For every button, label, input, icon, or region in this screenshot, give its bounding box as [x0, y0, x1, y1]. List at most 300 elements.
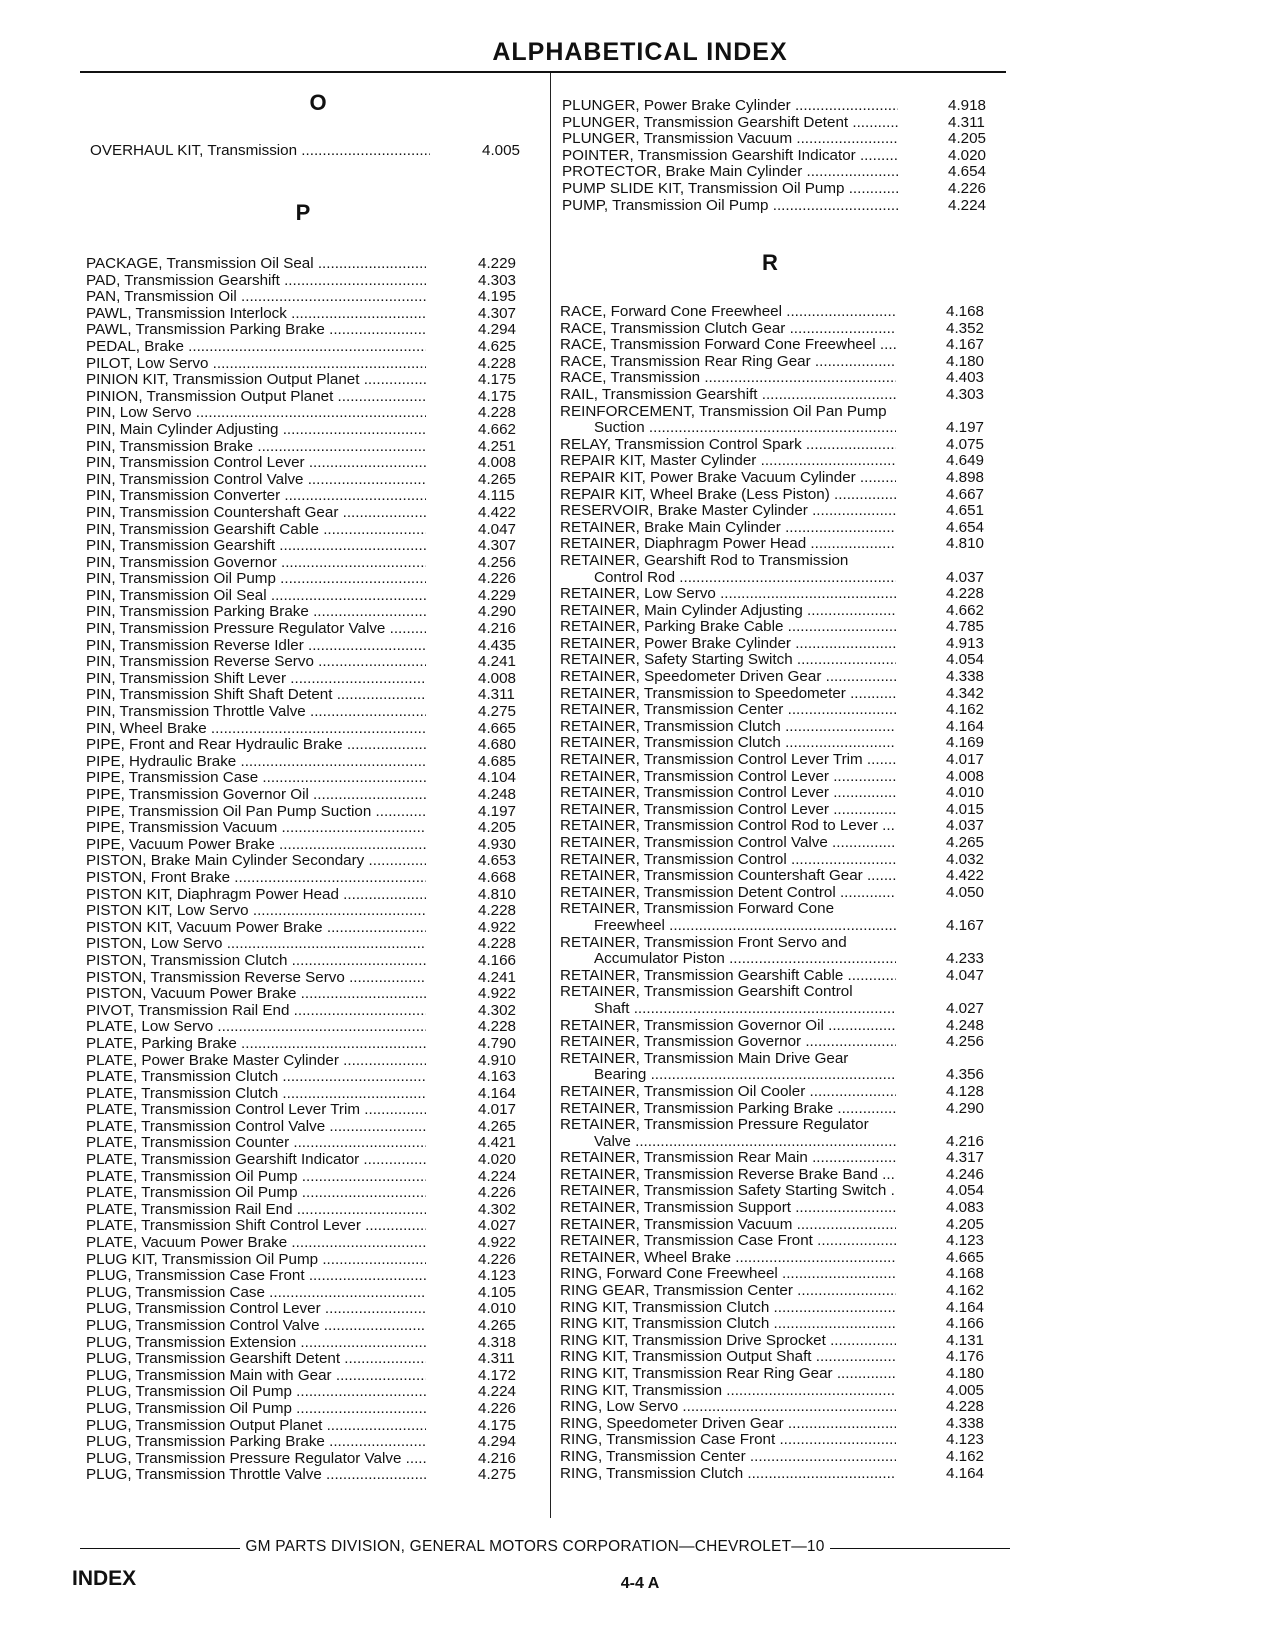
index-entry	[86, 1368, 532, 1385]
index-entry	[560, 619, 1006, 636]
index-entry	[86, 687, 532, 704]
entry-page: 4.162	[946, 701, 985, 719]
entry-page: 4.625	[478, 337, 517, 355]
index-entry	[560, 935, 1006, 968]
index-entry	[86, 571, 532, 588]
index-entry	[86, 1185, 532, 1202]
entry-name: PLUG, Transmission Main with Gear .....	[86, 1368, 426, 1385]
entry-name: PROTECTOR, Brake Main Cylinder .....	[562, 164, 898, 181]
index-entry	[560, 1034, 1006, 1051]
entry-name: PLUG, Transmission Throttle Valve .....	[86, 1467, 426, 1484]
index-entry	[562, 164, 1008, 181]
section-letter-p: P	[295, 200, 311, 225]
entry-name: PIN, Transmission Oil Seal .....	[86, 588, 426, 605]
entry-page: 4.665	[478, 719, 517, 737]
entry-name: RETAINER, Safety Starting Switch .....	[560, 652, 896, 669]
entry-name: PLUG, Transmission Case .....	[86, 1285, 426, 1302]
entry-page: 4.275	[478, 1466, 517, 1484]
index-entry	[562, 98, 1008, 115]
entry-name: RACE, Transmission .....	[560, 370, 896, 387]
entry-page: 4.010	[946, 784, 985, 802]
entry-name: RETAINER, Transmission Control Lever .....	[560, 785, 896, 802]
index-entry	[86, 1019, 532, 1036]
entry-page: 4.175	[478, 1416, 517, 1434]
entry-name: RETAINER, Transmission Vacuum .....	[560, 1217, 896, 1234]
index-entry	[86, 472, 532, 489]
index-entry	[86, 322, 532, 339]
entry-page: 4.037	[946, 568, 985, 586]
entry-page: 4.228	[946, 1398, 985, 1416]
index-entry	[560, 852, 1006, 869]
index-entry	[86, 1202, 532, 1219]
entry-page: 4.918	[948, 97, 987, 114]
index-entry	[86, 339, 532, 356]
index-entry	[86, 1418, 532, 1435]
section-letter-r: R	[762, 250, 778, 275]
entry-page: 4.654	[948, 163, 987, 181]
index-entry	[560, 321, 1006, 338]
entry-name: RING KIT, Transmission Output Shaft .....	[560, 1349, 896, 1366]
index-entry	[560, 1283, 1006, 1300]
entry-page: 4.265	[478, 1317, 517, 1334]
entry-name: RETAINER, Low Servo .....	[560, 586, 896, 603]
entry-page: 4.027	[946, 999, 985, 1017]
entry-page: 4.123	[946, 1431, 985, 1449]
entry-name: PLATE, Transmission Counter .....	[86, 1135, 426, 1152]
index-entry	[560, 337, 1006, 354]
index-entry	[86, 356, 532, 373]
entry-name: PUMP, Transmission Oil Pump .....	[562, 198, 898, 215]
entry-page: 4.667	[946, 485, 985, 503]
index-entry	[86, 721, 532, 738]
entry-page: 4.075	[946, 435, 985, 453]
entry-name: RETAINER, Transmission Governor Oil .....	[560, 1018, 896, 1035]
entry-page: 4.167	[946, 916, 985, 934]
entry-page: 4.251	[478, 437, 517, 455]
entry-page: 4.810	[946, 535, 985, 553]
entry-name: PLUNGER, Transmission Gearshift Detent .....	[562, 115, 898, 132]
index-entry	[86, 422, 532, 439]
entry-name: PLATE, Transmission Clutch .....	[86, 1086, 426, 1103]
entry-name: PISTON KIT, Low Servo .....	[86, 903, 426, 920]
entry-page: 4.338	[946, 1414, 985, 1432]
entry-page: 4.422	[478, 503, 517, 521]
index-entry	[86, 488, 532, 505]
index-entry	[560, 370, 1006, 387]
index-entry	[560, 735, 1006, 752]
title-rule	[80, 71, 1006, 73]
entry-name: PLUG, Transmission Parking Brake .....	[86, 1434, 426, 1451]
index-entry	[86, 1003, 532, 1020]
entry-page: 4.307	[478, 537, 517, 555]
entry-page: 4.294	[478, 1433, 517, 1451]
entry-page: 4.680	[478, 736, 517, 754]
entry-name: Suction .....	[560, 420, 896, 437]
entry-name: PIN, Transmission Control Valve .....	[86, 472, 426, 489]
entry-page: 4.302	[478, 1001, 517, 1019]
entry-name: PLATE, Transmission Control Valve .....	[86, 1119, 426, 1136]
index-entry	[86, 1235, 532, 1252]
entry-name: RING, Low Servo .....	[560, 1399, 896, 1416]
entry-page: 4.233	[946, 950, 985, 968]
entry-name: PLATE, Transmission Control Lever Trim .....	[86, 1102, 426, 1119]
entry-name: PLUNGER, Transmission Vacuum .....	[562, 131, 898, 148]
index-entry	[562, 131, 1008, 148]
index-entry	[560, 1316, 1006, 1333]
index-entry	[86, 704, 532, 721]
entry-name: PAWL, Transmission Parking Brake .....	[86, 322, 426, 339]
index-entry	[560, 586, 1006, 603]
entry-page: 4.047	[946, 966, 985, 984]
index-entry	[560, 652, 1006, 669]
entry-page: 4.352	[946, 319, 985, 337]
index-entry	[86, 389, 532, 406]
entry-page: 4.168	[946, 1265, 985, 1283]
index-entry	[560, 387, 1006, 404]
entry-page: 4.256	[478, 553, 517, 571]
entry-name: RACE, Transmission Forward Cone Freewheel .....	[560, 337, 896, 354]
entry-name: RETAINER, Main Cylinder Adjusting .....	[560, 603, 896, 620]
entry-name: PLUG, Transmission Output Planet .....	[86, 1418, 426, 1435]
index-entry	[560, 1250, 1006, 1267]
entry-page: 4.228	[478, 935, 517, 953]
entry-name: PLUNGER, Power Brake Cylinder .....	[562, 98, 898, 115]
index-entry	[560, 1167, 1006, 1184]
entry-name: RING, Transmission Case Front .....	[560, 1432, 896, 1449]
entry-name: PISTON, Front Brake .....	[86, 870, 426, 887]
index-entry	[560, 304, 1006, 321]
entry-page: 4.662	[946, 601, 985, 619]
entry-name: RING, Forward Cone Freewheel .....	[560, 1266, 896, 1283]
entry-name: Accumulator Piston .....	[560, 951, 896, 968]
entry-name: PIN, Transmission Throttle Valve .....	[86, 704, 426, 721]
entry-name: REPAIR KIT, Master Cylinder .....	[560, 453, 896, 470]
index-entry	[86, 306, 532, 323]
index-entry	[86, 1401, 532, 1418]
entry-page: 4.054	[946, 1182, 985, 1200]
entry-name: RETAINER, Transmission Governor .....	[560, 1034, 896, 1051]
entry-name: PIN, Transmission Pressure Regulator Valve .....	[86, 621, 426, 638]
index-entry	[560, 1217, 1006, 1234]
index-entry	[562, 181, 1008, 198]
entry-page: 4.175	[478, 371, 517, 389]
entry-name: PIPE, Vacuum Power Brake .....	[86, 837, 426, 854]
index-entry	[86, 439, 532, 456]
index-entry	[86, 588, 532, 605]
index-entry	[86, 770, 532, 787]
entry-page: 4.054	[946, 651, 985, 669]
index-entry	[86, 903, 532, 920]
entry-page: 4.168	[946, 303, 985, 320]
entry-page: 4.197	[946, 419, 985, 437]
entry-name: PIN, Transmission Shift Shaft Detent .....	[86, 687, 426, 704]
entry-name: RACE, Transmission Clutch Gear .....	[560, 321, 896, 338]
index-entry	[560, 1051, 1006, 1084]
entry-page: 4.228	[478, 1018, 517, 1036]
index-entry	[560, 802, 1006, 819]
entry-name: RETAINER, Power Brake Cylinder .....	[560, 636, 896, 653]
entry-page: 4.164	[946, 1464, 985, 1482]
index-entry	[560, 769, 1006, 786]
index-entry	[86, 538, 532, 555]
entry-name: PISTON, Transmission Reverse Servo .....	[86, 970, 426, 987]
entry-name: PLATE, Transmission Gearshift Indicator .....	[86, 1152, 426, 1169]
entry-name: RING, Transmission Clutch .....	[560, 1466, 896, 1483]
index-entry	[86, 737, 532, 754]
entry-name: PIPE, Front and Rear Hydraulic Brake .....	[86, 737, 426, 754]
index-entry	[86, 405, 532, 422]
entry-page: 4.166	[946, 1315, 985, 1333]
entry-page: 4.435	[478, 636, 517, 654]
entry-name: PIN, Transmission Gearshift Cable .....	[86, 522, 426, 539]
entry-name: PLATE, Parking Brake .....	[86, 1036, 426, 1053]
entry-name: PIN, Transmission Reverse Servo .....	[86, 654, 426, 671]
index-entry	[560, 984, 1006, 1017]
index-column-o	[90, 143, 530, 160]
entry-name: RETAINER, Transmission Control Lever .....	[560, 802, 896, 819]
entry-page: 4.226	[478, 1184, 517, 1202]
index-entry	[560, 686, 1006, 703]
entry-page: 4.922	[478, 918, 517, 936]
entry-page: 4.228	[478, 902, 517, 920]
entry-page: 4.342	[946, 684, 985, 702]
entry-name: RELAY, Transmission Control Spark .....	[560, 437, 896, 454]
entry-page: 4.265	[478, 470, 517, 488]
index-entry	[560, 885, 1006, 902]
index-entry	[86, 787, 532, 804]
entry-name: RETAINER, Transmission Control Rod to Lever .....	[560, 818, 896, 835]
index-entry	[86, 870, 532, 887]
entry-page: 4.195	[478, 288, 517, 306]
index-entry	[86, 1119, 532, 1136]
index-entry	[86, 953, 532, 970]
entry-name: RETAINER, Transmission Rear Main .....	[560, 1150, 896, 1167]
entry-page: 4.910	[478, 1051, 517, 1069]
entry-name: RETAINER, Transmission Center .....	[560, 702, 896, 719]
index-entry	[560, 404, 1006, 437]
entry-name: PIN, Transmission Parking Brake .....	[86, 604, 426, 621]
entry-page: 4.338	[946, 668, 985, 686]
page-title: ALPHABETICAL INDEX	[492, 38, 788, 66]
entry-name: Freewheel .....	[560, 918, 896, 935]
entry-page: 4.311	[948, 113, 985, 131]
entry-name: PLATE, Transmission Oil Pump .....	[86, 1169, 426, 1186]
entry-page: 4.163	[478, 1068, 517, 1086]
entry-name: PISTON, Transmission Clutch .....	[86, 953, 426, 970]
entry-name: RETAINER, Parking Brake Cable .....	[560, 619, 896, 636]
index-entry	[86, 804, 532, 821]
entry-name: PIN, Transmission Countershaft Gear .....	[86, 505, 426, 522]
entry-name: PLATE, Transmission Clutch .....	[86, 1069, 426, 1086]
entry-page: 4.180	[946, 352, 985, 370]
entry-page: 4.785	[946, 618, 985, 636]
index-entry	[86, 837, 532, 854]
index-entry	[560, 1018, 1006, 1035]
entry-name-line: RETAINER, Transmission Front Servo and	[560, 933, 847, 951]
index-entry	[560, 835, 1006, 852]
entry-name: PIPE, Transmission Vacuum .....	[86, 820, 426, 837]
entry-name: RETAINER, Transmission Gearshift Cable .....	[560, 968, 896, 985]
entry-page: 4.162	[946, 1282, 985, 1300]
entry-page: 4.037	[946, 817, 985, 835]
entry-name: RACE, Forward Cone Freewheel .....	[560, 304, 896, 321]
index-entry	[86, 920, 532, 937]
index-entry	[86, 256, 532, 273]
entry-page: 4.027	[478, 1217, 517, 1235]
entry-page: 4.241	[478, 653, 517, 671]
entry-page: 4.668	[478, 868, 517, 886]
entry-name: RING, Speedometer Driven Gear .....	[560, 1416, 896, 1433]
index-entry	[560, 1233, 1006, 1250]
entry-page: 4.226	[948, 179, 987, 197]
entry-page: 4.104	[478, 769, 517, 787]
entry-name: PIN, Transmission Brake .....	[86, 439, 426, 456]
index-entry	[560, 1449, 1006, 1466]
entry-page: 4.172	[478, 1366, 517, 1384]
entry-page: 4.303	[478, 271, 517, 289]
column-divider	[550, 73, 551, 1518]
entry-page: 4.224	[478, 1167, 517, 1185]
entry-name: PLATE, Vacuum Power Brake .....	[86, 1235, 426, 1252]
entry-name: OVERHAUL KIT, Transmission .....	[90, 143, 430, 160]
entry-page: 4.123	[478, 1267, 517, 1285]
entry-page: 4.651	[946, 502, 985, 520]
index-column-p-continued	[562, 98, 1008, 214]
entry-name: PLUG, Transmission Pressure Regulator Valve .....	[86, 1451, 426, 1468]
index-entry	[86, 1268, 532, 1285]
entry-name-line: RETAINER, Gearshift Rod to Transmission	[560, 551, 849, 569]
entry-name: PIN, Low Servo .....	[86, 405, 426, 422]
entry-name: PIN, Transmission Control Lever .....	[86, 455, 426, 472]
index-entry	[560, 636, 1006, 653]
index-entry	[86, 1384, 532, 1401]
entry-name: RETAINER, Transmission Control Valve .....	[560, 835, 896, 852]
section-label: INDEX	[72, 1567, 137, 1590]
index-entry	[560, 1416, 1006, 1433]
entry-name: RETAINER, Transmission Oil Cooler .....	[560, 1084, 896, 1101]
entry-name: RETAINER, Transmission Control .....	[560, 852, 896, 869]
entry-page: 4.898	[946, 468, 985, 486]
entry-page: 4.224	[478, 1383, 517, 1401]
entry-page: 4.166	[478, 951, 517, 969]
index-entry	[86, 654, 532, 671]
entry-page: 4.922	[478, 1234, 517, 1252]
index-entry	[86, 887, 532, 904]
index-entry	[562, 148, 1008, 165]
entry-page: 4.010	[478, 1300, 517, 1318]
entry-page: 4.317	[946, 1149, 985, 1167]
entry-name-line: RETAINER, Transmission Gearshift Control	[560, 983, 853, 1001]
entry-page: 4.422	[946, 867, 985, 885]
entry-name: RETAINER, Transmission Control Lever Trim .....	[560, 752, 896, 769]
entry-name: RETAINER, Transmission Case Front .....	[560, 1233, 896, 1250]
entry-name: PACKAGE, Transmission Oil Seal .....	[86, 256, 426, 273]
entry-page: 4.205	[478, 819, 517, 837]
entry-page: 4.008	[478, 454, 517, 472]
entry-name: PISTON, Vacuum Power Brake .....	[86, 986, 426, 1003]
entry-page: 4.228	[478, 404, 517, 422]
entry-page: 4.241	[478, 968, 517, 986]
entry-page: 4.123	[946, 1232, 985, 1250]
entry-name: RETAINER, Transmission Detent Control .....	[560, 885, 896, 902]
index-entry	[560, 785, 1006, 802]
index-entry	[560, 1117, 1006, 1150]
entry-page: 4.290	[946, 1099, 985, 1117]
entry-page: 4.228	[946, 585, 985, 603]
entry-name: PLUG, Transmission Oil Pump .....	[86, 1384, 426, 1401]
entry-name: PAWL, Transmission Interlock .....	[86, 306, 426, 323]
entry-page: 4.790	[478, 1034, 517, 1052]
entry-page: 4.169	[946, 734, 985, 752]
entry-name: PIN, Transmission Shift Lever .....	[86, 671, 426, 688]
entry-name-line: REINFORCEMENT, Transmission Oil Pan Pump	[560, 402, 887, 420]
entry-name: REPAIR KIT, Power Brake Vacuum Cylinder .....	[560, 470, 896, 487]
entry-page: 4.005	[482, 142, 521, 159]
entry-page: 4.311	[478, 686, 515, 704]
index-entry	[560, 1432, 1006, 1449]
entry-name: PLATE, Transmission Shift Control Lever .....	[86, 1218, 426, 1235]
entry-page: 4.311	[478, 1350, 515, 1368]
entry-name: RING, Transmission Center .....	[560, 1449, 896, 1466]
index-entry	[560, 354, 1006, 371]
entry-name: PIN, Transmission Converter .....	[86, 488, 426, 505]
index-entry	[86, 1351, 532, 1368]
entry-page: 4.164	[946, 717, 985, 735]
entry-page: 4.175	[478, 387, 517, 405]
entry-page: 4.649	[946, 452, 985, 470]
entry-page: 4.164	[478, 1084, 517, 1102]
entry-name: REPAIR KIT, Wheel Brake (Less Piston) .....	[560, 487, 896, 504]
entry-page: 4.275	[478, 703, 517, 721]
entry-name: PLUG, Transmission Gearshift Detent .....	[86, 1351, 426, 1368]
entry-name: PIPE, Transmission Governor Oil .....	[86, 787, 426, 804]
entry-name-line: RETAINER, Transmission Forward Cone	[560, 900, 835, 918]
entry-name: RETAINER, Brake Main Cylinder .....	[560, 520, 896, 537]
entry-name: PIN, Transmission Governor .....	[86, 555, 426, 572]
entry-page: 4.105	[478, 1283, 517, 1301]
entry-name: RETAINER, Transmission Parking Brake .....	[560, 1101, 896, 1118]
index-entry	[560, 818, 1006, 835]
entry-page: 4.180	[946, 1365, 985, 1382]
index-entry	[86, 1434, 532, 1451]
index-entry	[86, 1086, 532, 1103]
index-entry	[560, 603, 1006, 620]
index-entry	[560, 1183, 1006, 1200]
index-entry	[560, 1333, 1006, 1350]
entry-page: 4.216	[478, 620, 517, 638]
entry-page: 4.228	[478, 354, 517, 372]
index-entry	[560, 437, 1006, 454]
entry-page: 4.653	[478, 852, 517, 870]
entry-name: PAD, Transmission Gearshift .....	[86, 273, 426, 290]
index-entry	[86, 1152, 532, 1169]
entry-name: RETAINER, Transmission to Speedometer .....	[560, 686, 896, 703]
entry-name: RETAINER, Transmission Control Lever .....	[560, 769, 896, 786]
entry-page: 4.176	[946, 1348, 985, 1366]
entry-name-line: RETAINER, Transmission Main Drive Gear	[560, 1049, 849, 1067]
entry-name: PLUG, Transmission Oil Pump .....	[86, 1401, 426, 1418]
index-entry	[560, 503, 1006, 520]
index-entry	[560, 868, 1006, 885]
entry-page: 4.017	[478, 1101, 517, 1119]
entry-page: 4.050	[946, 883, 985, 901]
entry-page: 4.403	[946, 369, 985, 387]
entry-page: 4.032	[946, 850, 985, 868]
index-entry	[86, 621, 532, 638]
entry-name: RETAINER, Diaphragm Power Head .....	[560, 536, 896, 553]
entry-name: PAN, Transmission Oil .....	[86, 289, 426, 306]
entry-page: 4.020	[478, 1151, 517, 1169]
